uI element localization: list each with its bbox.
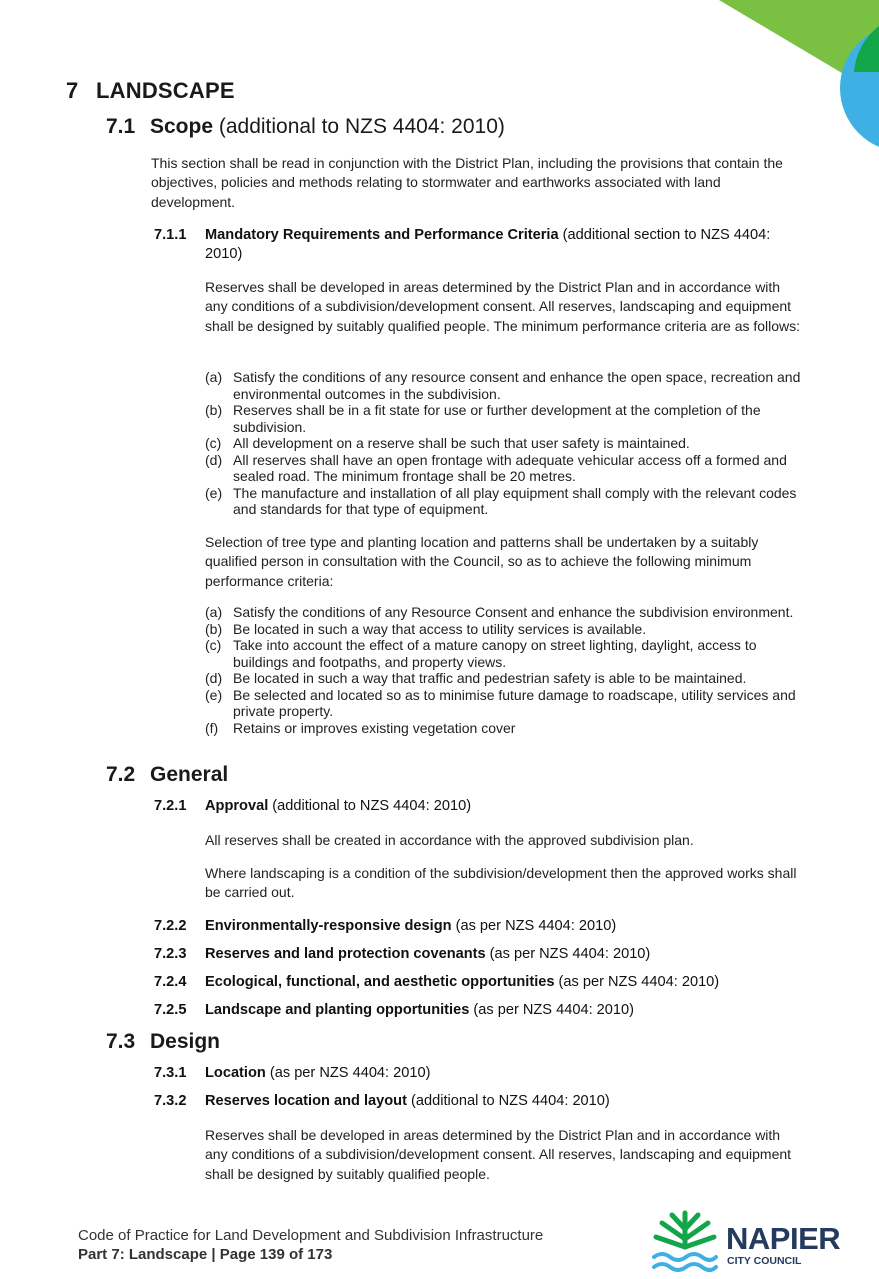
approval-paragraph: All reserves shall be created in accordance with the approved subdivision plan. (205, 832, 694, 848)
list-item: (f) Retains or improves existing vegetation cover (205, 719, 516, 736)
heading-7-3-2: 7.3.2 Reserves location and layout (additional to NZS 4404: 2010) (154, 1093, 610, 1109)
list-item: (d) Be located in such a way that traffic and pedestrian safety is able to be maintained. (205, 670, 747, 686)
page-footer (78, 1226, 543, 1264)
heading-7-2-2: 7.2.2 Environmentally-responsive design (as per NZS 4404: 2010) (154, 918, 617, 934)
heading-7-3-1: 7.3.1 Location (as per NZS 4404: 2010) (154, 1065, 431, 1081)
heading-7-2-3: 7.2.3 Reserves and land protection covenants (as per NZS 4404: 2010) (154, 946, 651, 962)
corner-decoration (699, 0, 879, 160)
list-item: (a) Satisfy the conditions of any resource consent and enhance the open space, recreation and environmental outcomes in the subdivision. (205, 369, 801, 402)
heading-7-3: 7.3 Design (106, 1030, 221, 1053)
napier-logo (650, 1207, 850, 1274)
list-item: (d) All reserves shall have an open frontage with adequate vehicular access off a formed and sealed road. The minimum frontage shall be 20 metres. (205, 451, 787, 484)
scope-intro: This section shall be read in conjunction with the District Plan, including the provisions that contain the objectives, policies and methods relating to stormwater and earthworks associated with land development. (151, 155, 783, 210)
heading-7-2-1: 7.2.1 Approval (additional to NZS 4404: 2010) (154, 798, 472, 814)
list-item: (c) All development on a reserve shall be such that user safety is maintained. (205, 435, 690, 451)
heading-7-2-5: 7.2.5 Landscape and planting opportunities (as per NZS 4404: 2010) (154, 1002, 634, 1018)
list-item: (b) Be located in such a way that access to utility services is available. (205, 620, 647, 637)
list-item: (b) Reserves shall be in a fit state for use or further development at the completion of the subdivision. (205, 402, 761, 435)
requirements-paragraph: Reserves shall be developed in areas determined by the District Plan and in accordance with any conditions of a subdivision/development consent. All reserves, landscaping and equipment shall be designed by suitably qualified people. The minimum performance criteria are as follows: (205, 279, 801, 334)
requirements-list (205, 369, 805, 518)
footer-document-title: Code of Practice for Land Development and Subdivision Infrastructure (78, 1227, 544, 1244)
footer-page-number: Part 7: Landscape | Page 139 of 173 (78, 1246, 333, 1263)
napier-logo-icon (650, 1207, 720, 1274)
approval-paragraph-2: Where landscaping is a condition of the subdivision/development then the approved works shall be carried out. (205, 865, 797, 901)
list-item: (a) Satisfy the conditions of any Resource Consent and enhance the subdivision environment. (205, 604, 794, 620)
layout-paragraph: Reserves shall be developed in areas determined by the District Plan and in accordance with any conditions of a subdivision/development consent. All reserves, landscaping and equipment shall be designed by suitably qualified people. (205, 1127, 792, 1182)
section-heading: 7 LANDSCAPE (66, 78, 235, 103)
heading-7-1-1: 7.1.1 Mandatory Requirements and Performance Criteria (additional section to NZS 4404: 2010) (154, 227, 771, 262)
logo-wordmark: NAPIER (726, 1221, 841, 1256)
heading-7-1: 7.1 Scope (additional to NZS 4404: 2010) (106, 115, 505, 138)
heading-7-2: 7.2 General (106, 763, 229, 786)
tree-criteria-list (205, 604, 805, 736)
heading-7-2-4: 7.2.4 Ecological, functional, and aesthetic opportunities (as per NZS 4404: 2010) (154, 974, 720, 990)
list-item: (e) The manufacture and installation of all play equipment shall comply with the relevant codes and standards for that type of equipment. (205, 484, 797, 517)
tree-selection-paragraph: Selection of tree type and planting location and patterns shall be undertaken by a suitably qualified person in consultation with the Council, so as to achieve the following minimum performance criteria: (205, 534, 759, 589)
list-item: (e) Be selected and located so as to minimise future damage to roadscape, utility services and private property. (205, 686, 796, 719)
list-item: (c) Take into account the effect of a mature canopy on street lighting, daylight, access to buildings and footpaths, and property views. (205, 637, 757, 670)
logo-subtitle: CITY COUNCIL (727, 1255, 802, 1267)
